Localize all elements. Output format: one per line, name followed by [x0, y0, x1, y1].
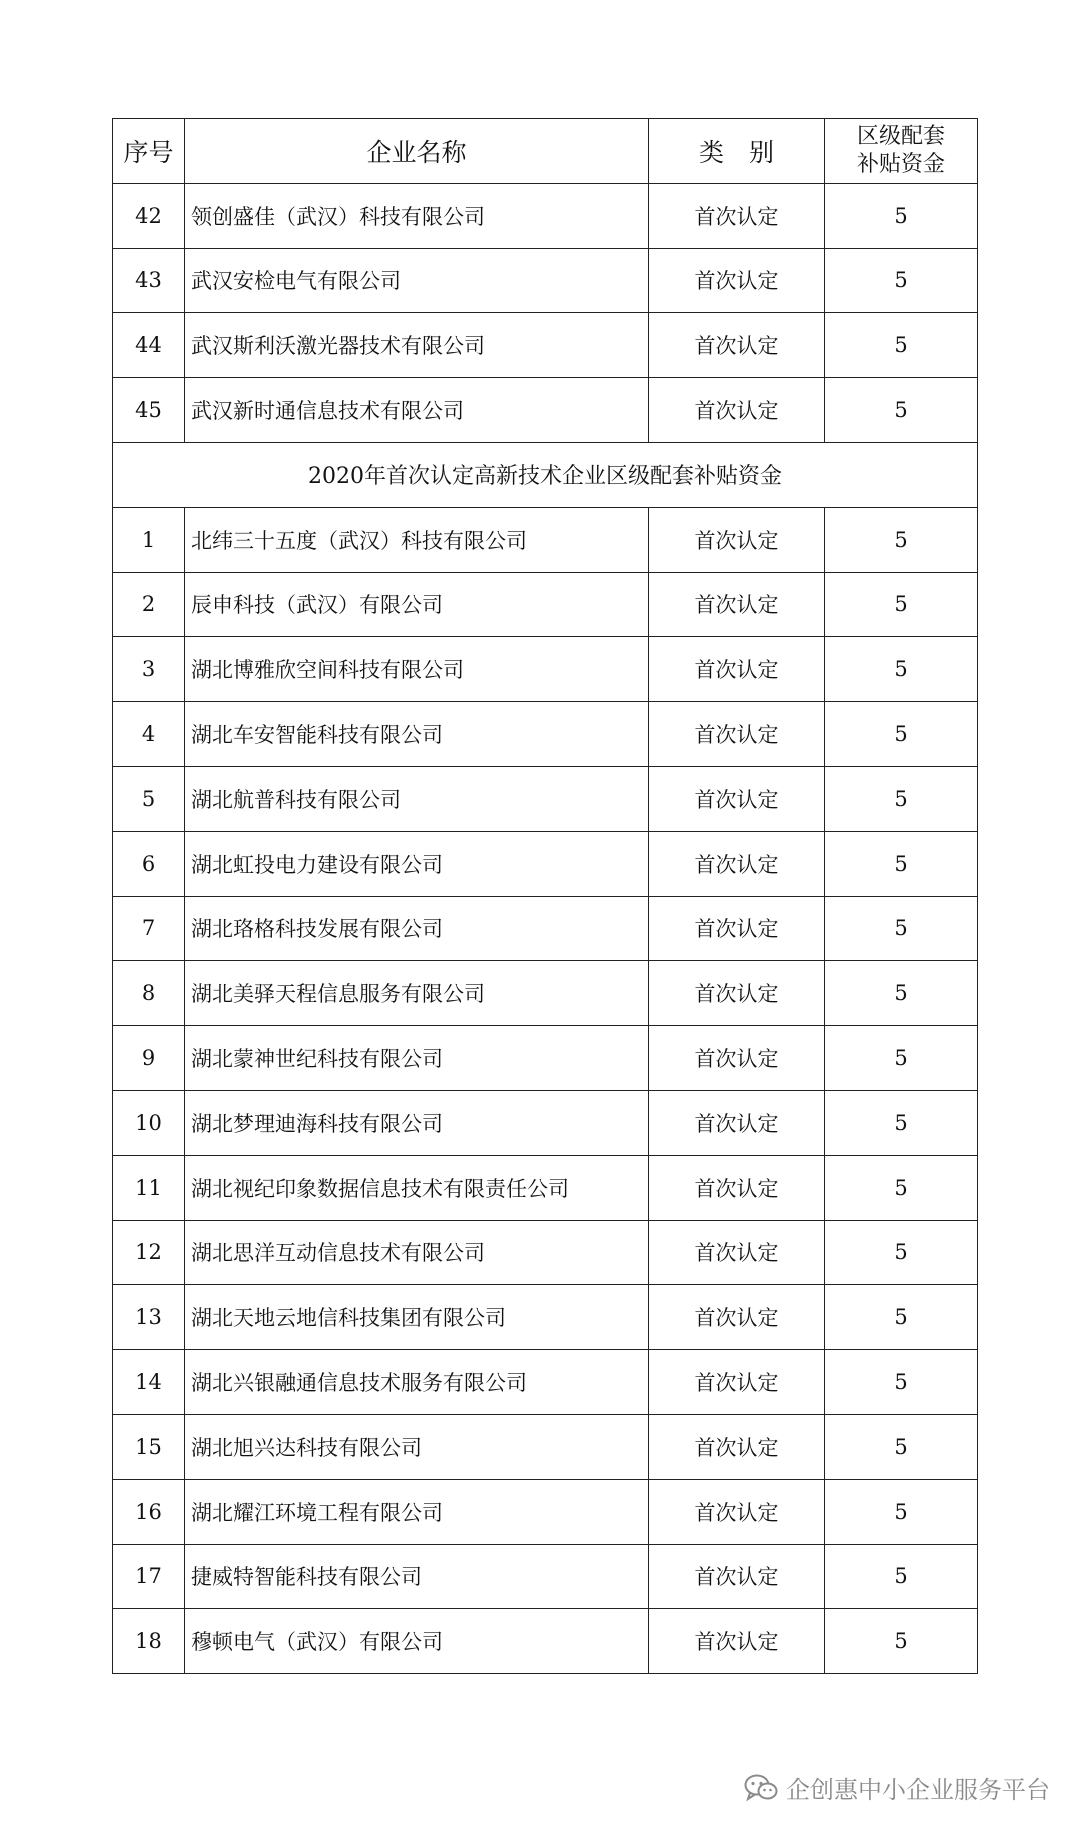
amount-cell: 5 — [825, 1220, 978, 1285]
amount-cell: 5 — [825, 572, 978, 637]
amount-cell: 5 — [825, 1350, 978, 1415]
category-cell: 首次认定 — [649, 637, 825, 702]
row-number-cell: 45 — [113, 378, 185, 443]
category-cell: 首次认定 — [649, 831, 825, 896]
watermark — [744, 1770, 1050, 1805]
row-number-cell: 12 — [113, 1220, 185, 1285]
amount-cell: 5 — [825, 313, 978, 378]
company-name-cell: 湖北虹投电力建设有限公司 — [185, 831, 649, 896]
company-name-cell: 湖北车安智能科技有限公司 — [185, 702, 649, 767]
category-cell: 首次认定 — [649, 1479, 825, 1544]
row-number-cell: 42 — [113, 183, 185, 248]
category-cell: 首次认定 — [649, 1609, 825, 1674]
amount-cell: 5 — [825, 1544, 978, 1609]
company-name-cell: 湖北美驿天程信息服务有限公司 — [185, 961, 649, 1026]
company-name-cell: 湖北博雅欣空间科技有限公司 — [185, 637, 649, 702]
amount-cell: 5 — [825, 248, 978, 313]
company-name-cell: 湖北耀江环境工程有限公司 — [185, 1479, 649, 1544]
table-row — [113, 1414, 978, 1479]
table-row — [113, 702, 978, 767]
category-cell: 首次认定 — [649, 1090, 825, 1155]
company-name-cell: 湖北视纪印象数据信息技术有限责任公司 — [185, 1155, 649, 1220]
table-row — [113, 378, 978, 443]
amount-cell: 5 — [825, 702, 978, 767]
category-cell: 首次认定 — [649, 378, 825, 443]
company-name-cell: 湖北珞格科技发展有限公司 — [185, 896, 649, 961]
table-body — [113, 183, 978, 1673]
category-cell: 首次认定 — [649, 1220, 825, 1285]
table-row — [113, 1479, 978, 1544]
company-name-cell: 武汉新时通信息技术有限公司 — [185, 378, 649, 443]
amount-cell: 5 — [825, 183, 978, 248]
company-name-cell: 领创盛佳（武汉）科技有限公司 — [185, 183, 649, 248]
row-number-cell: 7 — [113, 896, 185, 961]
amount-cell: 5 — [825, 1609, 978, 1674]
table-row — [113, 766, 978, 831]
table-row — [113, 831, 978, 896]
row-number-cell: 11 — [113, 1155, 185, 1220]
amount-cell: 5 — [825, 1090, 978, 1155]
category-cell: 首次认定 — [649, 766, 825, 831]
row-number-cell: 1 — [113, 507, 185, 572]
amount-cell: 5 — [825, 831, 978, 896]
row-number-cell: 4 — [113, 702, 185, 767]
table-row — [113, 572, 978, 637]
category-cell: 首次认定 — [649, 1350, 825, 1415]
amount-cell: 5 — [825, 1285, 978, 1350]
amount-cell: 5 — [825, 1414, 978, 1479]
subsidy-table — [112, 118, 978, 1674]
category-cell: 首次认定 — [649, 248, 825, 313]
amount-cell: 5 — [825, 1479, 978, 1544]
row-number-cell: 16 — [113, 1479, 185, 1544]
table-row — [113, 1026, 978, 1091]
category-cell: 首次认定 — [649, 702, 825, 767]
table-row — [113, 637, 978, 702]
row-number-cell: 5 — [113, 766, 185, 831]
header-no: 序号 — [113, 119, 185, 184]
subsidy-table-sheet — [112, 118, 977, 1674]
company-name-cell: 湖北蒙神世纪科技有限公司 — [185, 1026, 649, 1091]
table-row — [113, 1220, 978, 1285]
row-number-cell: 2 — [113, 572, 185, 637]
category-cell: 首次认定 — [649, 313, 825, 378]
header-amount-line2: 补贴资金 — [856, 151, 945, 177]
company-name-cell: 辰申科技（武汉）有限公司 — [185, 572, 649, 637]
row-number-cell: 14 — [113, 1350, 185, 1415]
amount-cell: 5 — [825, 766, 978, 831]
row-number-cell: 15 — [113, 1414, 185, 1479]
amount-cell: 5 — [825, 961, 978, 1026]
category-cell: 首次认定 — [649, 1285, 825, 1350]
header-amount-line1: 区级配套 — [856, 123, 945, 149]
row-number-cell: 10 — [113, 1090, 185, 1155]
category-cell: 首次认定 — [649, 1026, 825, 1091]
amount-cell: 5 — [825, 507, 978, 572]
company-name-cell: 捷威特智能科技有限公司 — [185, 1544, 649, 1609]
category-cell: 首次认定 — [649, 1155, 825, 1220]
company-name-cell: 湖北兴银融通信息技术服务有限公司 — [185, 1350, 649, 1415]
row-number-cell: 43 — [113, 248, 185, 313]
table-row — [113, 1285, 978, 1350]
company-name-cell: 北纬三十五度（武汉）科技有限公司 — [185, 507, 649, 572]
company-name-cell: 湖北航普科技有限公司 — [185, 766, 649, 831]
header-row — [113, 119, 978, 184]
table-row — [113, 961, 978, 1026]
table-row — [113, 1609, 978, 1674]
section-title: 2020年首次认定高新技术企业区级配套补贴资金 — [113, 442, 978, 507]
table-row — [113, 183, 978, 248]
table-header — [113, 119, 978, 184]
table-row — [113, 507, 978, 572]
table-row — [113, 313, 978, 378]
watermark-text: 企创惠中小企业服务平台 — [786, 1776, 1050, 1804]
table-row — [113, 896, 978, 961]
amount-cell: 5 — [825, 896, 978, 961]
company-name-cell: 穆顿电气（武汉）有限公司 — [185, 1609, 649, 1674]
row-number-cell: 8 — [113, 961, 185, 1026]
category-cell: 首次认定 — [649, 896, 825, 961]
amount-cell: 5 — [825, 1026, 978, 1091]
category-cell: 首次认定 — [649, 961, 825, 1026]
company-name-cell: 湖北旭兴达科技有限公司 — [185, 1414, 649, 1479]
amount-cell: 5 — [825, 378, 978, 443]
table-row — [113, 1155, 978, 1220]
table-row — [113, 1544, 978, 1609]
row-number-cell: 44 — [113, 313, 185, 378]
category-cell: 首次认定 — [649, 183, 825, 248]
row-number-cell: 6 — [113, 831, 185, 896]
table-row — [113, 1350, 978, 1415]
company-name-cell: 湖北思洋互动信息技术有限公司 — [185, 1220, 649, 1285]
row-number-cell: 9 — [113, 1026, 185, 1091]
row-number-cell: 13 — [113, 1285, 185, 1350]
category-cell: 首次认定 — [649, 1414, 825, 1479]
company-name-cell: 湖北天地云地信科技集团有限公司 — [185, 1285, 649, 1350]
row-number-cell: 3 — [113, 637, 185, 702]
wechat-icon — [744, 1774, 778, 1802]
section-row — [113, 442, 978, 507]
company-name-cell: 武汉安检电气有限公司 — [185, 248, 649, 313]
company-name-cell: 湖北梦理迪海科技有限公司 — [185, 1090, 649, 1155]
header-category: 类 别 — [649, 119, 825, 184]
row-number-cell: 18 — [113, 1609, 185, 1674]
amount-cell: 5 — [825, 637, 978, 702]
category-cell: 首次认定 — [649, 572, 825, 637]
table-row — [113, 248, 978, 313]
row-number-cell: 17 — [113, 1544, 185, 1609]
company-name-cell: 武汉斯利沃激光器技术有限公司 — [185, 313, 649, 378]
amount-cell: 5 — [825, 1155, 978, 1220]
header-amount — [825, 119, 978, 184]
header-name: 企业名称 — [185, 119, 649, 184]
table-row — [113, 1090, 978, 1155]
category-cell: 首次认定 — [649, 507, 825, 572]
category-cell: 首次认定 — [649, 1544, 825, 1609]
